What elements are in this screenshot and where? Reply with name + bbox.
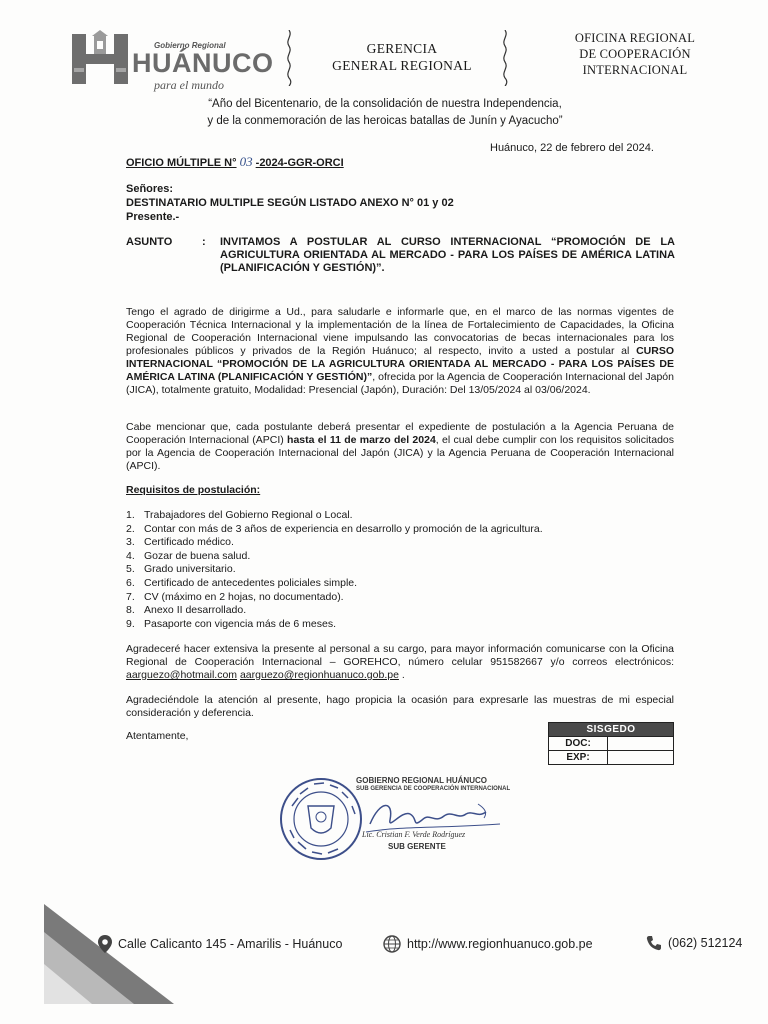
location-pin-icon: [98, 935, 112, 953]
paragraph-invitation: Tengo el agrado de dirigirme a Ud., para saludarle e informarle que, en el marco de las normas vigentes de Cooperación Técnica Internacional y la implementación de la línea de Fortalecimiento de Capacidades, la Oficina Regional de Cooperación Internacional viene impulsando las convocatorias de becas internacionales para los profesionales públicos y privados de la Región Huánuco; al respecto, invito a usted a postular al CURSO INTERNACIONAL “PROMOCIÓN DE LA AGRICULTURA ORIENTADA AL MERCADO - PARA LOS PAÍSES DE AMÉRICA LATINA (PLANIFICACIÓN Y GESTIÓN)”, ofrecida por la Agencia de Cooperación Internacional del Japón (JICA), totalmente gratuito, Modalidad: Presencial (Japón), Duración: Del 13/05/2024 al 03/06/2024.: [126, 306, 674, 396]
header-divider-icon: [500, 30, 510, 86]
paragraph-contact: Agradeceré hacer extensiva la presente al personal a su cargo, para mayor información comunicarse con la Oficina Regional de Cooperación Internacional – GOREHCO, número celular 951582667 y/o correos electrónicos: aarguezo@hotmail.com aarguezo@regionhuanuco.gob.pe .: [126, 643, 674, 681]
recipients-block: Señores: DESTINATARIO MULTIPLE SEGÚN LISTADO ANEXO N° 01 y 02 Presente.-: [126, 183, 454, 223]
paragraph-closing: Agradeciéndole la atención al presente, hago propicia la ocasión para expresarle las muestras de mi especial consideración y deferencia.: [126, 694, 674, 719]
requirements-title: Requisitos de postulación:: [126, 484, 261, 496]
signature-entity: GOBIERNO REGIONAL HUÁNUCO: [356, 776, 487, 785]
handwritten-signature-icon: [360, 790, 510, 840]
footer-decoration-icon: [44, 904, 174, 1004]
sisgedo-box: [548, 722, 674, 765]
asunto-label: ASUNTO: [126, 236, 173, 248]
list-item: 3. Certificado médico.: [126, 536, 234, 549]
signature-name: Lic. Cristian F. Verde Rodríguez: [362, 830, 466, 839]
header-divider-icon: [284, 30, 294, 86]
footer-address: Calle Calicanto 145 - Amarilis - Huánuco: [98, 935, 342, 953]
sisgedo-exp-row: EXP:: [549, 750, 673, 764]
huanuco-emblem-icon: [70, 28, 132, 90]
list-item: 1. Trabajadores del Gobierno Regional o Local.: [126, 509, 353, 521]
list-item: 9. Pasaporte con vigencia más de 6 meses.: [126, 617, 337, 630]
footer-phone: (062) 512124: [646, 935, 742, 951]
email-link-hotmail[interactable]: aarguezo@hotmail.com: [126, 669, 238, 681]
globe-icon: [383, 935, 401, 953]
sisgedo-exp-value: [608, 751, 673, 764]
oficio-reference: OFICIO MÚLTIPLE N° 03 -2024-GGR-ORCI: [126, 154, 344, 169]
list-item: 7. CV (máximo en 2 hojas, no documentado).: [126, 590, 344, 603]
sisgedo-title: SISGEDO: [549, 723, 673, 736]
letter-date: Huánuco, 22 de febrero del 2024.: [490, 142, 654, 154]
closing-salutation: Atentamente,: [126, 730, 189, 742]
phone-icon: [646, 935, 662, 951]
email-link-region[interactable]: aarguezo@regionhuanuco.gob.pe: [239, 669, 399, 681]
logo-small-text: Gobierno Regional: [154, 41, 226, 50]
gerencia-title: GERENCIA GENERAL REGIONAL: [332, 41, 472, 73]
sisgedo-doc-row: DOC:: [549, 736, 673, 750]
oficio-number-handwritten: 03: [239, 154, 253, 169]
footer-website: [383, 935, 593, 953]
official-seal-icon: [278, 776, 364, 862]
oficina-title: OFICINA REGIONAL DE COOPERACIÓN INTERNACIONAL: [574, 31, 696, 77]
paragraph-deadline: Cabe mencionar que, cada postulante deberá presentar el expediente de postulación a la Agencia Peruana de Cooperación Internacional (APCI) hasta el 11 de marzo del 2024, el cual debe cumplir con los requisitos solicitados por la Agencia de Cooperación Internacional del Japón (JICA) y la Agencia Peruana de Cooperación Internacional (APCI).: [126, 421, 674, 472]
sisgedo-doc-value: [608, 737, 673, 750]
website-link[interactable]: http://www.regionhuanuco.gob.pe: [407, 937, 593, 951]
requirements-list: [126, 509, 543, 631]
asunto-text: INVITAMOS A POSTULAR AL CURSO INTERNACIONAL “PROMOCIÓN DE LA AGRICULTURA ORIENTADA AL MERCADO - PARA LOS PAÍSES DE AMÉRICA LATINA (PLANIFICACIÓN Y GESTIÓN)”.: [220, 236, 675, 274]
list-item: 4. Gozar de buena salud.: [126, 549, 251, 562]
logo-name: HUÁNUCO: [132, 48, 274, 78]
list-item: 8. Anexo II desarrollado.: [126, 604, 247, 617]
gobierno-regional-logo: [70, 28, 280, 90]
list-item: 2. Contar con más de 3 años de experiencia en desarrollo y promoción de la agricultura.: [126, 522, 543, 535]
list-item: 6. Certificado de antecedentes policiales simple.: [126, 576, 358, 589]
list-item: 5. Grado universitario.: [126, 563, 236, 576]
year-motto: “Año del Bicentenario, de la consolidación de nuestra Independencia, y de la conmemoración de las heroicas batallas de Junín y Ayacucho”: [207, 98, 563, 127]
signature-role: SUB GERENTE: [388, 842, 446, 851]
signature-unit: SUB GERENCIA DE COOPERACIÓN INTERNACIONAL: [356, 786, 511, 792]
asunto-colon: :: [202, 236, 206, 248]
logo-tagline: para el mundo: [154, 78, 224, 92]
